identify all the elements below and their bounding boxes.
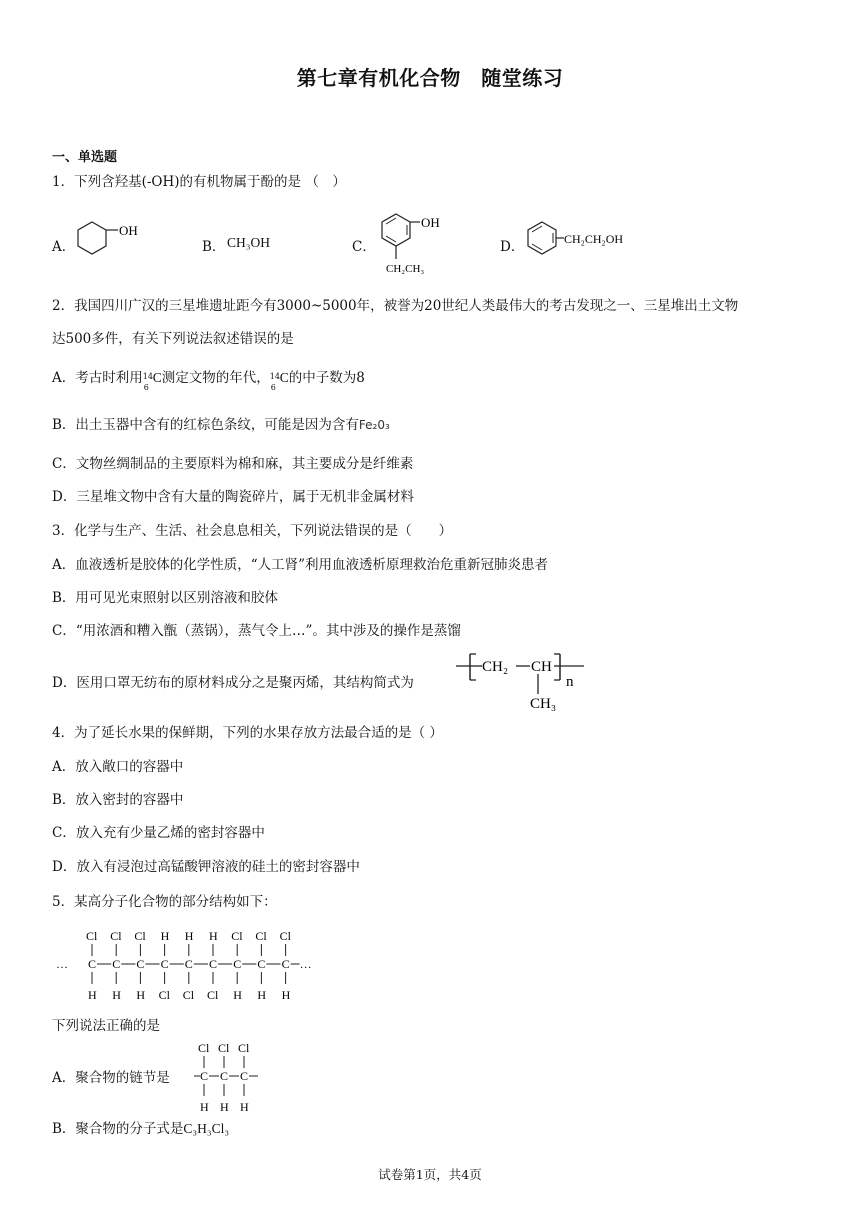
q2-stem-line2: 达500多件，有关下列说法叙述错误的是 <box>52 331 294 347</box>
q5-chain-carbon: C <box>257 957 266 971</box>
q5-chain-carbon: C <box>160 957 169 971</box>
q3-ch: CH <box>531 659 552 675</box>
q2-a-isotope-2 <box>269 370 280 392</box>
q1-option-b-formula: CH₃OH <box>227 235 270 250</box>
q1-option-a-structure <box>74 214 154 270</box>
q5-substem: 下列说法正确的是 <box>52 1018 160 1034</box>
q2-option-b <box>52 415 390 435</box>
q2-option-d: D．三星堆文物中含有大量的陶瓷碎片，属于无机非金属材料 <box>52 489 414 505</box>
q5-chain-top-atom: Cl <box>134 929 146 943</box>
q3-option-b: B．用可见光束照射以区别溶液和胶体 <box>52 590 278 606</box>
q5-chain-bottom-atom: H <box>281 988 291 1002</box>
q1-option-b-label: B． <box>202 239 226 255</box>
q5-chain-ellipsis-left: … <box>56 957 68 971</box>
q5-chain-carbon: C <box>209 957 218 971</box>
section-heading: 一、单选题 <box>52 150 118 165</box>
q5-chain-top-atom: H <box>209 929 218 943</box>
q5-unit-bottom-atom: H <box>200 1100 209 1112</box>
q5-b-formula: C₃H₃Cl₃ <box>183 1121 230 1136</box>
q1-option-d-label: D． <box>500 239 525 255</box>
q2-a-post: 的中子数为8 <box>288 370 365 386</box>
q5-unit-top-atom: Cl <box>218 1042 230 1055</box>
q1-a-oh: OH <box>119 223 138 238</box>
q5-chain-ellipsis-right: … <box>299 957 312 971</box>
q5-chain-top-atom: Cl <box>279 929 291 943</box>
q2-b-formula: Fe₂0₃ <box>358 418 390 432</box>
q5-chain-top-atom: H <box>160 929 170 943</box>
q3-option-a: A．血液透析是胶体的化学性质，“人工肾”利用血液透析原理救治危重新冠肺炎患者 <box>52 557 549 573</box>
q5-chain-carbon: C <box>281 957 290 971</box>
q3-n: n <box>566 674 574 690</box>
q5-unit-top-atom: Cl <box>238 1042 250 1055</box>
q3-polypropylene-structure <box>456 650 591 712</box>
q5-chain-carbon: C <box>184 957 193 971</box>
q2-option-a <box>52 368 365 392</box>
q4-option-a: A．放入敞口的容器中 <box>52 759 184 775</box>
q5-chain-carbon: C <box>136 957 145 971</box>
q5-chain-bottom-atom: H <box>257 988 267 1002</box>
q5-chain-bottom-atom: H <box>136 988 146 1002</box>
q5-chain-bottom-atom: H <box>88 988 97 1002</box>
q5-chain-bottom-atom: H <box>233 988 242 1002</box>
page-footer: 试卷第1页，共4页 <box>378 1167 482 1182</box>
q5-chain-top-atom: Cl <box>110 929 122 943</box>
q5-chain-top-atom: Cl <box>231 929 243 943</box>
q5-chain-carbon: C <box>233 957 242 971</box>
q5-unit-top-atom: Cl <box>198 1042 210 1055</box>
q1-c-sub: CH₂CH₃ <box>386 263 425 275</box>
q5-repeat-unit-structure <box>184 1042 268 1112</box>
q5-chain-bottom-atom: Cl <box>207 988 219 1002</box>
q3-ch2: CH₂ <box>482 659 509 675</box>
q1-option-c-structure <box>372 204 462 280</box>
q5-unit-carbon: C <box>220 1069 229 1083</box>
q4-option-c: C．放入充有少量乙烯的密封容器中 <box>52 825 265 841</box>
q3-option-d: D．医用口罩无纺布的原材料成分之是聚丙烯，其结构简式为 <box>52 675 414 691</box>
q5-chain-carbon: C <box>112 957 121 971</box>
q2-a-mid: 测定文物的年代， <box>161 370 270 386</box>
q4-option-b: B．放入密封的容器中 <box>52 792 184 808</box>
q1-stem: 1．下列含羟基(-OH)的有机物属于酚的是 （ ） <box>52 174 346 190</box>
q4-option-d: D．放入有浸泡过高锰酸钾溶液的硅土的密封容器中 <box>52 859 360 875</box>
q2-stem-line1: 2．我国四川广汉的三星堆遗址距今有3000~5000年，被誉为20世纪人类最伟大的考古发现之一、三星堆出土文物 <box>52 298 739 314</box>
q5-chain-top-atom: Cl <box>86 929 98 943</box>
q2-a-z-1: 6 <box>143 382 149 392</box>
q5-chain-top-atom: Cl <box>255 929 267 943</box>
q3-stem: 3．化学与生产、生活、社会息息相关，下列说法错误的是（ ） <box>52 523 453 539</box>
q5-polymer-chain-structure <box>56 922 336 1004</box>
q2-a-mass-2: 14 <box>269 371 280 381</box>
q5-chain-bottom-atom: Cl <box>182 988 195 1002</box>
q3-option-c: C．“用浓酒和糟入甑（蒸锅），蒸气令上…”。其中涉及的操作是蒸馏 <box>52 623 461 639</box>
q2-option-c: C．文物丝绸制品的主要原料为棉和麻，其主要成分是纤维素 <box>52 456 414 472</box>
q5-stem: 5．某高分子化合物的部分结构如下： <box>52 894 277 910</box>
q1-option-c-label: C． <box>352 239 376 255</box>
q3-ch3: CH₃ <box>530 696 557 712</box>
q5-unit-bottom-atom: H <box>240 1100 249 1112</box>
q2-a-element-2: C <box>279 370 289 385</box>
q1-option-d-structure <box>522 216 652 266</box>
q5-unit-carbon: C <box>200 1069 209 1083</box>
q5-unit-carbon: C <box>240 1069 249 1083</box>
q5-chain-bottom-atom: Cl <box>158 988 170 1002</box>
q5-chain-carbon: C <box>88 957 97 971</box>
q5-unit-bottom-atom: H <box>220 1100 229 1112</box>
q5-chain-bottom-atom: H <box>112 988 121 1002</box>
q1-option-a-label: A． <box>52 239 76 255</box>
q5-b-pre: B．聚合物的分子式是 <box>52 1121 184 1137</box>
q1-d-sub: CH₂CH₂OH <box>564 232 624 246</box>
q1-c-oh: OH <box>421 215 440 230</box>
q2-a-mass-1: 14 <box>142 371 153 381</box>
q2-a-z-2: 6 <box>270 382 276 392</box>
q5-option-a: A．聚合物的链节是 <box>52 1070 170 1086</box>
q2-a-pre: A．考古时利用 <box>52 370 143 386</box>
q2-a-element-1: C <box>152 370 162 385</box>
q4-stem: 4．为了延长水果的保鲜期，下列的水果存放方法最合适的是（ ） <box>52 725 443 741</box>
q5-chain-top-atom: H <box>184 929 194 943</box>
q2-a-isotope-1 <box>142 370 153 392</box>
page-title: 第七章有机化合物 随堂练习 <box>296 66 564 90</box>
q5-option-b <box>52 1119 229 1139</box>
q2-b-pre: B．出土玉器中含有的红棕色条纹，可能是因为含有 <box>52 417 359 433</box>
